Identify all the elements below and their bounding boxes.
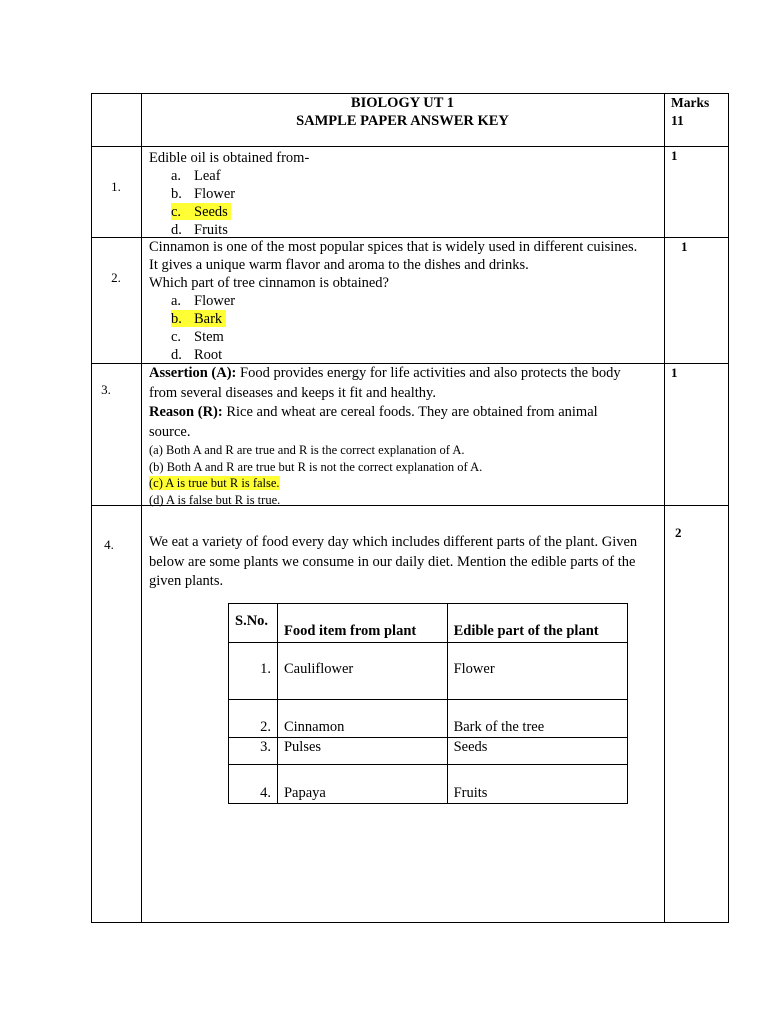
- marks-label: Marks: [671, 95, 710, 110]
- cell-sno: 2.: [229, 700, 278, 738]
- question-number: 2.: [111, 270, 121, 285]
- cell-part: Fruits: [447, 765, 627, 804]
- choice-b: (b) Both A and R are true but R is not the correct explanation of A.: [149, 459, 483, 474]
- choice-c-answer: (c) A is true but R is false.: [149, 476, 280, 490]
- question-stem-line: Cinnamon is one of the most popular spices that is widely used in different cuisines.: [149, 239, 638, 255]
- cell-sno: 3.: [229, 738, 278, 765]
- question-marks: 1: [671, 148, 678, 163]
- table-row: [229, 765, 628, 804]
- choice-a: (a) Both A and R are true and R is the correct explanation of A.: [149, 443, 465, 457]
- question-stem-line: below are some plants we consume in our daily diet. Mention the edible parts of the: [149, 553, 636, 570]
- cell-food: Pulses: [277, 738, 447, 765]
- answer-key-table: [91, 93, 729, 923]
- marks-total: 11: [671, 113, 684, 128]
- header-food-item: Food item from plant: [277, 604, 447, 643]
- question-number: 1.: [111, 179, 121, 194]
- question-4-stem: [149, 533, 637, 592]
- question-marks: 2: [675, 525, 682, 540]
- option-c: c. Stem: [171, 329, 224, 345]
- question-1: [149, 149, 309, 239]
- cell-part: Seeds: [447, 738, 627, 765]
- option-a: a. Leaf: [171, 168, 221, 184]
- paper-header: [141, 94, 664, 130]
- table-row: [229, 700, 628, 738]
- table-row: [229, 643, 628, 700]
- header-edible-part: Edible part of the plant: [447, 604, 627, 643]
- question-number: 3.: [101, 382, 111, 397]
- question-marks: 1: [671, 365, 678, 380]
- assertion-line: Assertion (A): Food provides energy for life activities and also protects the body: [149, 365, 621, 381]
- edible-parts-table: [228, 603, 628, 804]
- assertion-line: from several diseases and keeps it fit and healthy.: [149, 384, 436, 401]
- choice-d: (d) A is false but R is true.: [149, 492, 281, 507]
- question-stem-line: given plants.: [149, 573, 224, 589]
- question-3: [149, 364, 621, 508]
- question-stem: Edible oil is obtained from-: [149, 150, 310, 166]
- cell-part: Bark of the tree: [447, 700, 627, 738]
- table-row: [229, 738, 628, 765]
- paper-subtitle: SAMPLE PAPER ANSWER KEY: [296, 113, 509, 129]
- question-2: [149, 238, 637, 364]
- column-divider: [141, 93, 142, 923]
- header-sno: S.No.: [229, 604, 278, 643]
- paper-title: BIOLOGY UT 1: [350, 95, 455, 111]
- question-number: 4.: [104, 537, 114, 552]
- cell-sno: 1.: [229, 643, 278, 700]
- row-divider: [91, 146, 729, 147]
- question-marks: 1: [681, 239, 688, 254]
- option-c-answer: c. Seeds: [149, 203, 309, 221]
- cell-part: Flower: [447, 643, 627, 700]
- table-header-row: [229, 604, 628, 643]
- reason-line: source.: [149, 423, 191, 440]
- cell-food: Cauliflower: [277, 643, 447, 700]
- question-stem-line: Which part of tree cinnamon is obtained?: [149, 275, 389, 291]
- option-b: b. Flower: [171, 186, 236, 202]
- question-stem-line: It gives a unique warm flavor and aroma to the dishes and drinks.: [149, 257, 529, 273]
- option-d: d. Root: [171, 347, 223, 363]
- cell-food: Papaya: [277, 765, 447, 804]
- reason-line: Reason (R): Rice and wheat are cereal foods. They are obtained from animal: [149, 404, 598, 420]
- reason-label: Reason (R):: [149, 404, 223, 420]
- option-a: a. Flower: [171, 293, 236, 309]
- assertion-label: Assertion (A):: [149, 365, 237, 381]
- cell-sno: 4.: [229, 765, 278, 804]
- marks-header: [671, 94, 709, 130]
- question-stem-line: We eat a variety of food every day which includes different parts of the plant. Given: [149, 534, 638, 550]
- option-d: d. Fruits: [171, 222, 228, 238]
- column-divider: [664, 93, 665, 923]
- cell-food: Cinnamon: [277, 700, 447, 738]
- option-b-answer: b. Bark: [149, 310, 637, 328]
